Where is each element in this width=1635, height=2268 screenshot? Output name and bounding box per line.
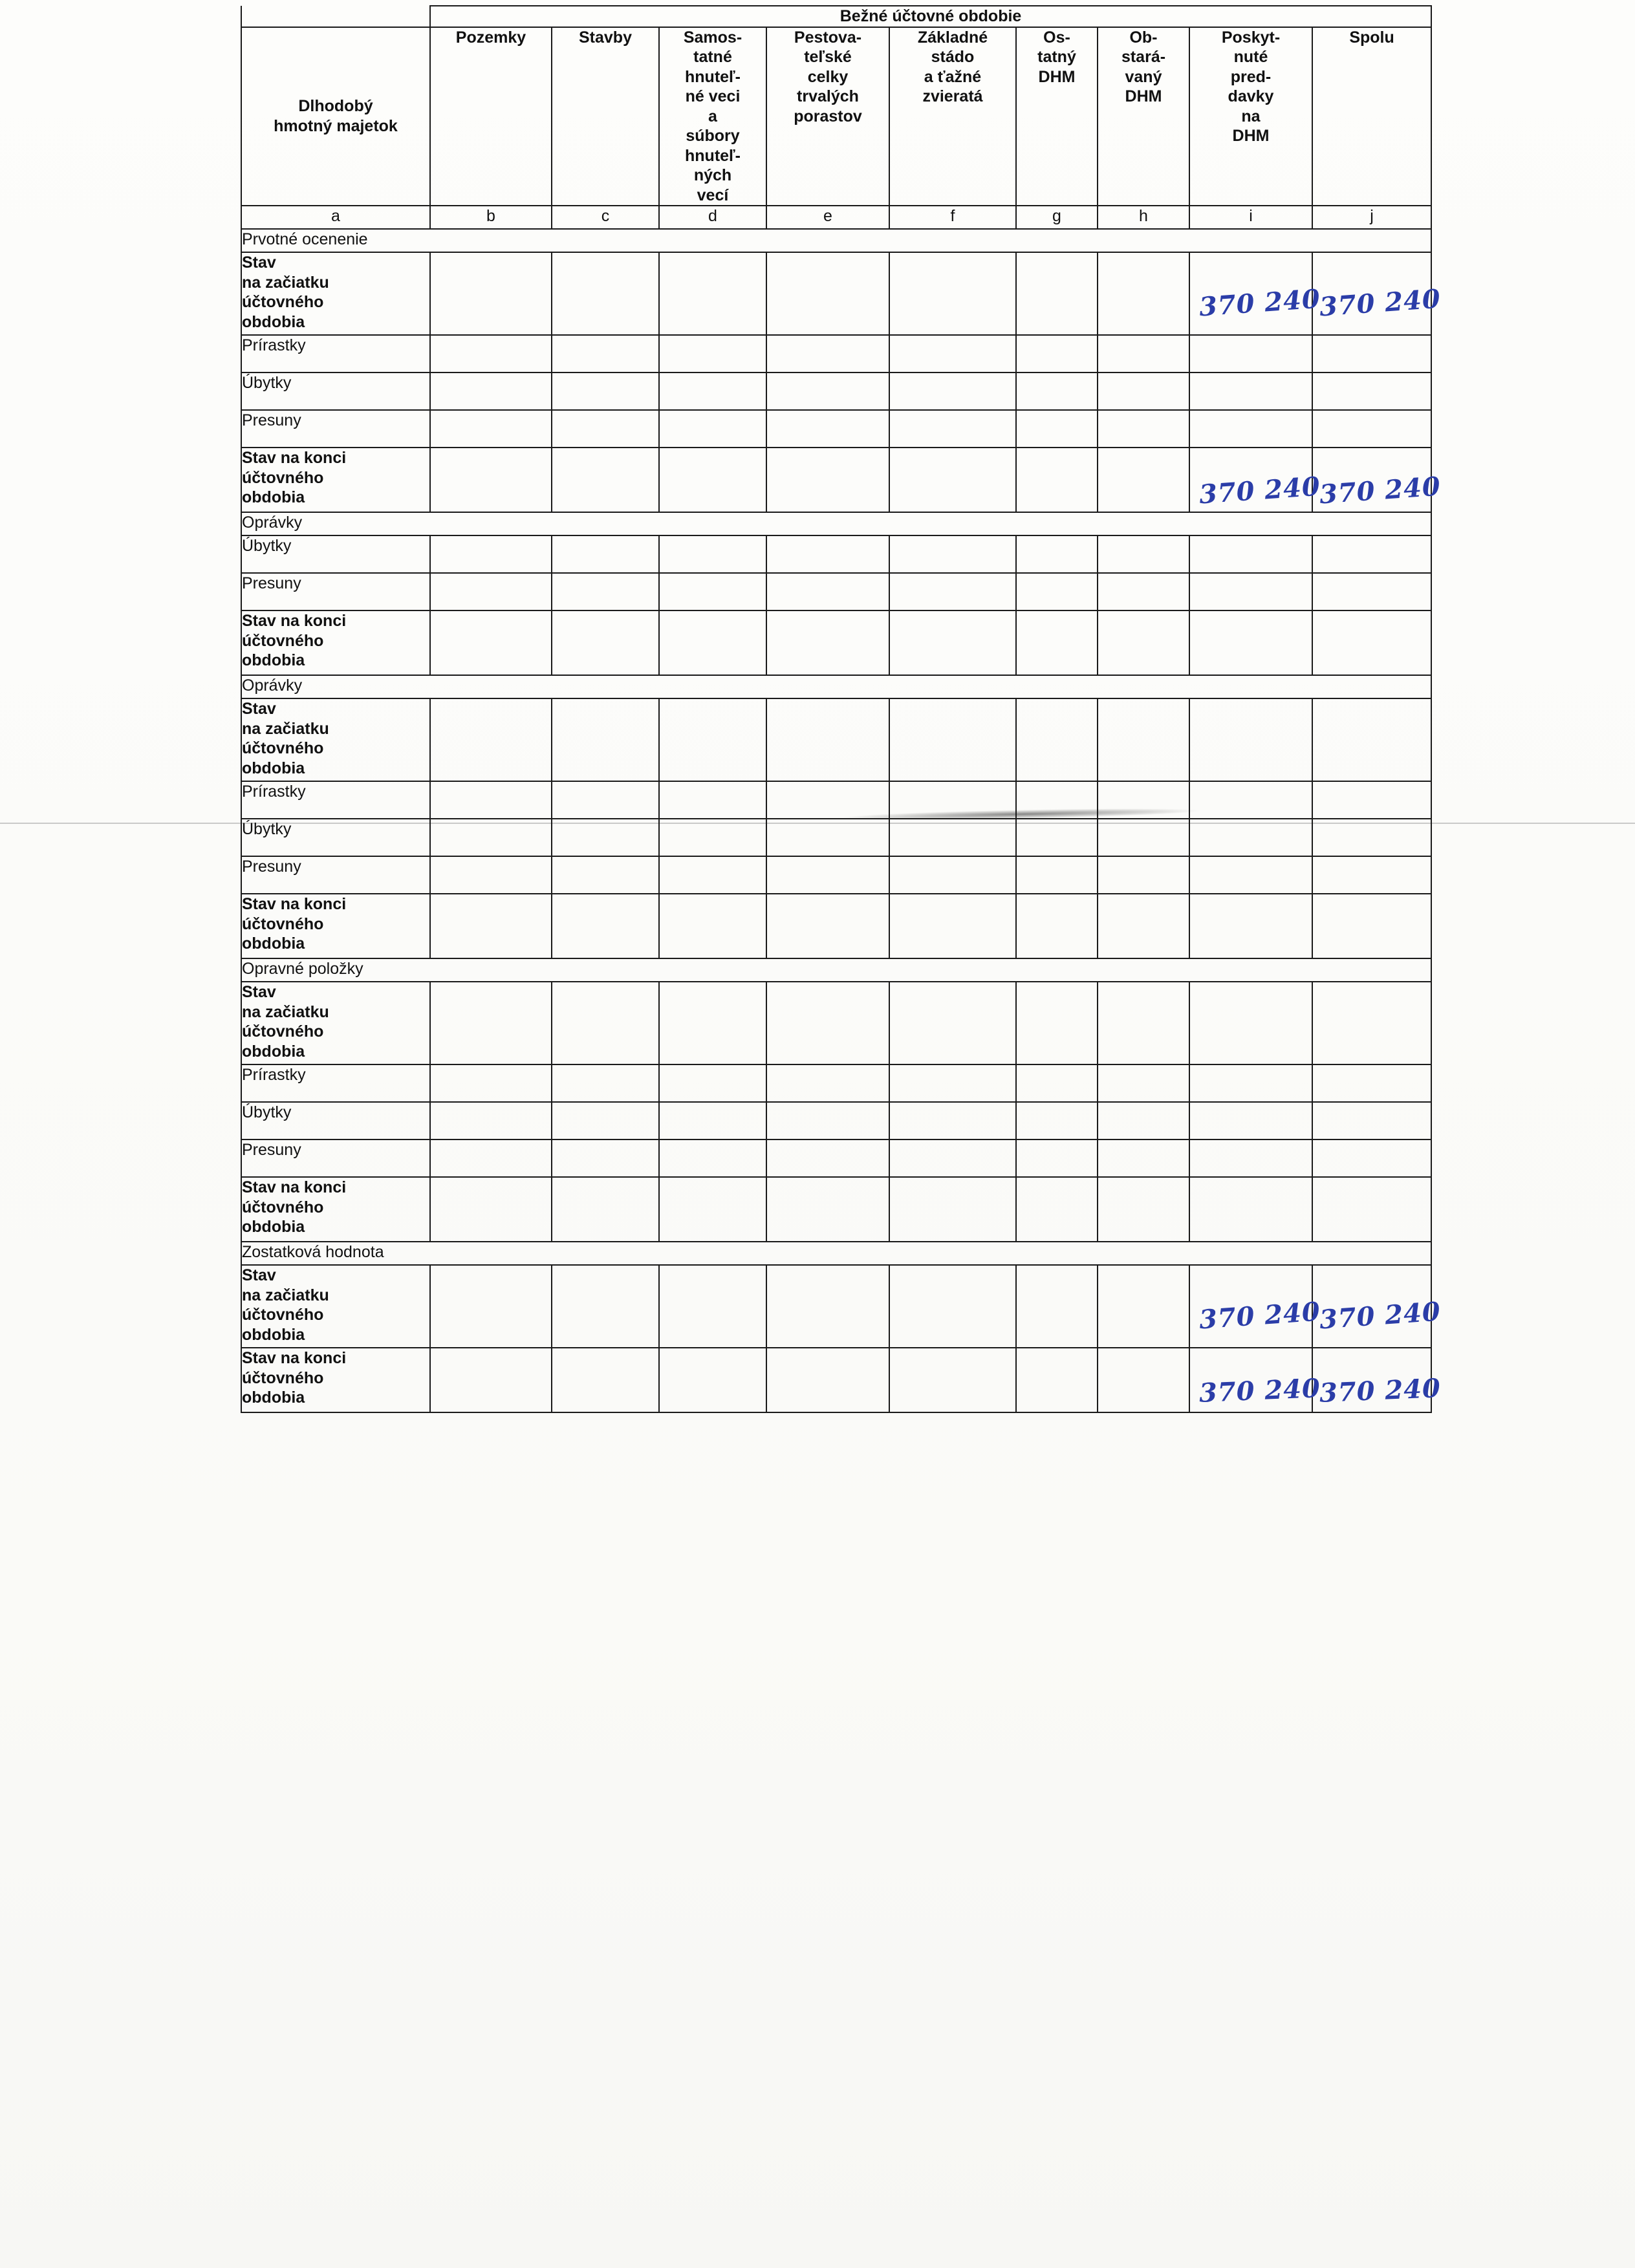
row-label: Presuny: [241, 1139, 430, 1177]
cell-h[interactable]: [1098, 335, 1189, 373]
cell-g[interactable]: [1016, 856, 1098, 894]
cell-c[interactable]: [552, 982, 659, 1064]
cell-b[interactable]: [430, 698, 552, 781]
cell-e[interactable]: [766, 1139, 889, 1177]
cell-h[interactable]: [1098, 1265, 1189, 1348]
cell-j[interactable]: [1312, 535, 1431, 573]
row-label: Stav na konci účtovného obdobia: [241, 1177, 430, 1242]
cell-f[interactable]: [889, 252, 1016, 335]
cell-h[interactable]: [1098, 1177, 1189, 1242]
row-label: Presuny: [241, 573, 430, 610]
cell-g[interactable]: [1016, 698, 1098, 781]
column-letter-i: i: [1189, 206, 1312, 229]
cell-f[interactable]: [889, 448, 1016, 512]
cell-h[interactable]: [1098, 410, 1189, 448]
row-label: Stav na začiatku účtovného obdobia: [241, 982, 430, 1064]
cell-i[interactable]: [1189, 335, 1312, 373]
cell-b[interactable]: [430, 610, 552, 675]
cell-f[interactable]: [889, 573, 1016, 610]
cell-b[interactable]: [430, 982, 552, 1064]
cell-f[interactable]: [889, 1177, 1016, 1242]
cell-e[interactable]: [766, 894, 889, 958]
cell-d[interactable]: [659, 781, 766, 819]
handwritten-amount: 370 240: [1318, 471, 1442, 510]
table-row: [241, 856, 1431, 894]
cell-b[interactable]: [430, 335, 552, 373]
cell-c[interactable]: [552, 1139, 659, 1177]
column-header-c: Stavby: [552, 27, 659, 206]
cell-h[interactable]: [1098, 982, 1189, 1064]
cell-b[interactable]: [430, 1102, 552, 1139]
cell-c[interactable]: [552, 610, 659, 675]
cell-d[interactable]: [659, 856, 766, 894]
cell-e[interactable]: [766, 448, 889, 512]
cell-d[interactable]: [659, 698, 766, 781]
column-letter-g: g: [1016, 206, 1098, 229]
cell-j[interactable]: [1312, 1265, 1442, 1348]
cell-i[interactable]: [1189, 610, 1312, 675]
cell-g[interactable]: [1016, 610, 1098, 675]
cell-b[interactable]: [430, 856, 552, 894]
cell-c[interactable]: [552, 373, 659, 410]
cell-i[interactable]: [1189, 252, 1322, 335]
cell-j[interactable]: [1312, 335, 1431, 373]
cell-g[interactable]: [1016, 535, 1098, 573]
row-label: Prírastky: [241, 781, 430, 819]
cell-b[interactable]: [430, 819, 552, 856]
section-title-row: [241, 1242, 1431, 1265]
cell-j[interactable]: [1312, 698, 1431, 781]
row-label: Stav na konci účtovného obdobia: [241, 894, 430, 958]
cell-f[interactable]: [889, 1102, 1016, 1139]
cell-c[interactable]: [552, 1102, 659, 1139]
cell-f[interactable]: [889, 373, 1016, 410]
column-letter-c: c: [552, 206, 659, 229]
cell-h[interactable]: [1098, 856, 1189, 894]
cell-h[interactable]: [1098, 781, 1189, 819]
section-title: Oprávky: [241, 675, 1431, 698]
row-label: Úbytky: [241, 819, 430, 856]
cell-c[interactable]: [552, 698, 659, 781]
cell-h[interactable]: [1098, 573, 1189, 610]
cell-d[interactable]: [659, 982, 766, 1064]
cell-c[interactable]: [552, 573, 659, 610]
table-body: [241, 229, 1442, 1412]
cell-i[interactable]: [1189, 1102, 1312, 1139]
cell-b[interactable]: [430, 894, 552, 958]
column-letter-d: d: [659, 206, 766, 229]
cell-j[interactable]: [1312, 856, 1431, 894]
cell-f[interactable]: [889, 781, 1016, 819]
table-row: [241, 982, 1431, 1064]
cell-d[interactable]: [659, 1102, 766, 1139]
cell-f[interactable]: [889, 982, 1016, 1064]
cell-b[interactable]: [430, 410, 552, 448]
cell-h[interactable]: [1098, 1139, 1189, 1177]
column-letter-e: e: [766, 206, 889, 229]
table-row: [241, 1177, 1431, 1242]
column-header-i: Poskyt- nuté pred- davky na DHM: [1189, 27, 1312, 206]
cell-g[interactable]: [1016, 373, 1098, 410]
section-title-row: [241, 229, 1431, 252]
cell-e[interactable]: [766, 982, 889, 1064]
cell-b[interactable]: [430, 573, 552, 610]
cell-d[interactable]: [659, 1177, 766, 1242]
header-spacer-cell: [241, 6, 430, 27]
cell-i[interactable]: [1189, 1265, 1322, 1348]
cell-g[interactable]: [1016, 1139, 1098, 1177]
cell-f[interactable]: [889, 856, 1016, 894]
column-letter-b: b: [430, 206, 552, 229]
cell-j[interactable]: [1312, 252, 1442, 335]
cell-c[interactable]: [552, 410, 659, 448]
row-label: Stav na začiatku účtovného obdobia: [241, 252, 430, 335]
cell-j[interactable]: [1312, 894, 1431, 958]
column-letters-row: [241, 206, 1431, 229]
cell-g[interactable]: [1016, 252, 1098, 335]
cell-j[interactable]: [1312, 373, 1431, 410]
cell-e[interactable]: [766, 1265, 889, 1348]
cell-c[interactable]: [552, 448, 659, 512]
cell-e[interactable]: [766, 535, 889, 573]
table-row: [241, 252, 1431, 335]
cell-g[interactable]: [1016, 1102, 1098, 1139]
handwritten-amount: 370 240: [1318, 1296, 1442, 1335]
cell-c[interactable]: [552, 1348, 659, 1412]
cell-b[interactable]: [430, 535, 552, 573]
cell-j[interactable]: [1312, 1177, 1431, 1242]
cell-d[interactable]: [659, 610, 766, 675]
cell-d[interactable]: [659, 1139, 766, 1177]
handwritten-amount: 370 240: [1198, 1373, 1321, 1409]
cell-g[interactable]: [1016, 1348, 1098, 1412]
cell-h[interactable]: [1098, 535, 1189, 573]
cell-f[interactable]: [889, 610, 1016, 675]
cell-h[interactable]: [1098, 610, 1189, 675]
cell-g[interactable]: [1016, 335, 1098, 373]
cell-j[interactable]: [1312, 1102, 1431, 1139]
cell-e[interactable]: [766, 856, 889, 894]
cell-e[interactable]: [766, 335, 889, 373]
cell-g[interactable]: [1016, 982, 1098, 1064]
table-row: [241, 1265, 1431, 1348]
cell-g[interactable]: [1016, 894, 1098, 958]
cell-h[interactable]: [1098, 1064, 1189, 1102]
cell-f[interactable]: [889, 535, 1016, 573]
table-row: [241, 819, 1431, 856]
cell-d[interactable]: [659, 335, 766, 373]
fixed-assets-table: [241, 5, 1442, 1413]
table-row: [241, 573, 1431, 610]
cell-d[interactable]: [659, 373, 766, 410]
cell-i[interactable]: [1189, 894, 1312, 958]
table-row: [241, 781, 1431, 819]
cell-h[interactable]: [1098, 1102, 1189, 1139]
cell-e[interactable]: [766, 1102, 889, 1139]
cell-b[interactable]: [430, 1348, 552, 1412]
cell-j[interactable]: [1312, 1139, 1431, 1177]
table-row: [241, 448, 1431, 512]
table-row: [241, 1348, 1431, 1412]
cell-i[interactable]: [1189, 982, 1312, 1064]
handwritten-amount: 370 240: [1198, 471, 1322, 510]
cell-b[interactable]: [430, 252, 552, 335]
cell-i[interactable]: [1189, 856, 1312, 894]
cell-d[interactable]: [659, 1348, 766, 1412]
cell-h[interactable]: [1098, 819, 1189, 856]
cell-e[interactable]: [766, 573, 889, 610]
cell-f[interactable]: [889, 819, 1016, 856]
cell-c[interactable]: [552, 1265, 659, 1348]
section-title: Opravné položky: [241, 958, 1431, 982]
cell-j[interactable]: [1312, 448, 1442, 512]
cell-i[interactable]: [1189, 373, 1312, 410]
period-header-row: [241, 6, 1431, 27]
cell-b[interactable]: [430, 1265, 552, 1348]
section-title-row: [241, 512, 1431, 535]
cell-h[interactable]: [1098, 894, 1189, 958]
section-title-row: [241, 958, 1431, 982]
table-row: [241, 1102, 1431, 1139]
cell-h[interactable]: [1098, 698, 1189, 781]
cell-b[interactable]: [430, 1139, 552, 1177]
row-label: Prírastky: [241, 1064, 430, 1102]
table-row: [241, 373, 1431, 410]
table-row: [241, 535, 1431, 573]
cell-e[interactable]: [766, 819, 889, 856]
column-letter-f: f: [889, 206, 1016, 229]
cell-g[interactable]: [1016, 781, 1098, 819]
handwritten-amount: 370 240: [1198, 1296, 1322, 1335]
section-title: Zostatková hodnota: [241, 1242, 1431, 1265]
cell-j[interactable]: [1312, 1064, 1431, 1102]
cell-e[interactable]: [766, 373, 889, 410]
table-row: [241, 1064, 1431, 1102]
column-header-b: Pozemky: [430, 27, 552, 206]
cell-b[interactable]: [430, 781, 552, 819]
cell-j[interactable]: [1312, 781, 1431, 819]
cell-i[interactable]: [1189, 1064, 1312, 1102]
cell-e[interactable]: [766, 610, 889, 675]
cell-i[interactable]: [1189, 535, 1312, 573]
cell-i[interactable]: [1189, 1348, 1321, 1412]
cell-j[interactable]: [1312, 819, 1431, 856]
cell-c[interactable]: [552, 1177, 659, 1242]
column-titles-row: [241, 27, 1431, 206]
table-row: [241, 1139, 1431, 1177]
cell-b[interactable]: [430, 448, 552, 512]
cell-h[interactable]: [1098, 448, 1189, 512]
row-label: Stav na konci účtovného obdobia: [241, 610, 430, 675]
column-header-g: Os- tatný DHM: [1016, 27, 1098, 206]
cell-i[interactable]: [1189, 781, 1312, 819]
column-header-j: Spolu: [1312, 27, 1431, 206]
cell-e[interactable]: [766, 410, 889, 448]
column-letter-h: h: [1098, 206, 1189, 229]
period-header-label: Bežné účtovné obdobie: [430, 6, 1431, 27]
cell-j[interactable]: [1312, 1348, 1442, 1412]
cell-j[interactable]: [1312, 573, 1431, 610]
cell-i[interactable]: [1189, 1139, 1312, 1177]
cell-g[interactable]: [1016, 819, 1098, 856]
cell-b[interactable]: [430, 1177, 552, 1242]
row-label: Stav na konci účtovného obdobia: [241, 1348, 430, 1412]
column-header-f: Základné stádo a ťažné zvieratá: [889, 27, 1016, 206]
cell-c[interactable]: [552, 335, 659, 373]
column-letter-j: j: [1312, 206, 1431, 229]
cell-e[interactable]: [766, 252, 889, 335]
fixed-assets-table-container: [241, 5, 1442, 1413]
row-label: Úbytky: [241, 373, 430, 410]
cell-c[interactable]: [552, 894, 659, 958]
cell-f[interactable]: [889, 1348, 1016, 1412]
handwritten-amount: 370 240: [1319, 1373, 1442, 1409]
cell-g[interactable]: [1016, 1064, 1098, 1102]
cell-d[interactable]: [659, 1064, 766, 1102]
row-label: Prírastky: [241, 335, 430, 373]
cell-i[interactable]: [1189, 573, 1312, 610]
cell-c[interactable]: [552, 781, 659, 819]
cell-h[interactable]: [1098, 373, 1189, 410]
table-row: [241, 698, 1431, 781]
row-label: Stav na začiatku účtovného obdobia: [241, 1265, 430, 1348]
table-row: [241, 894, 1431, 958]
section-title-row: [241, 675, 1431, 698]
cell-g[interactable]: [1016, 448, 1098, 512]
cell-c[interactable]: [552, 535, 659, 573]
table-row: [241, 410, 1431, 448]
handwritten-amount: 370 240: [1318, 283, 1442, 323]
cell-b[interactable]: [430, 373, 552, 410]
cell-j[interactable]: [1312, 610, 1431, 675]
handwritten-amount: 370 240: [1198, 283, 1322, 323]
row-label: Úbytky: [241, 1102, 430, 1139]
cell-g[interactable]: [1016, 1265, 1098, 1348]
cell-e[interactable]: [766, 1348, 889, 1412]
cell-d[interactable]: [659, 1265, 766, 1348]
cell-i[interactable]: [1189, 698, 1312, 781]
cell-j[interactable]: [1312, 982, 1431, 1064]
cell-d[interactable]: [659, 252, 766, 335]
column-header-h: Ob- stará- vaný DHM: [1098, 27, 1189, 206]
cell-e[interactable]: [766, 1177, 889, 1242]
cell-d[interactable]: [659, 819, 766, 856]
cell-i[interactable]: [1189, 410, 1312, 448]
column-header-e: Pestova- teľské celky trvalých porastov: [766, 27, 889, 206]
row-label: Úbytky: [241, 535, 430, 573]
cell-f[interactable]: [889, 1064, 1016, 1102]
cell-e[interactable]: [766, 781, 889, 819]
cell-f[interactable]: [889, 1265, 1016, 1348]
column-header-a: Dlhodobý hmotný majetok: [241, 27, 430, 206]
cell-h[interactable]: [1098, 1348, 1189, 1412]
cell-d[interactable]: [659, 535, 766, 573]
column-letter-a: a: [241, 206, 430, 229]
cell-d[interactable]: [659, 894, 766, 958]
section-title: Oprávky: [241, 512, 1431, 535]
cell-g[interactable]: [1016, 573, 1098, 610]
cell-g[interactable]: [1016, 410, 1098, 448]
cell-c[interactable]: [552, 252, 659, 335]
cell-f[interactable]: [889, 1139, 1016, 1177]
cell-f[interactable]: [889, 698, 1016, 781]
cell-e[interactable]: [766, 1064, 889, 1102]
row-label: Stav na konci účtovného obdobia: [241, 448, 430, 512]
cell-c[interactable]: [552, 819, 659, 856]
cell-j[interactable]: [1312, 410, 1431, 448]
row-label: Stav na začiatku účtovného obdobia: [241, 698, 430, 781]
cell-d[interactable]: [659, 410, 766, 448]
row-label: Presuny: [241, 410, 430, 448]
table-row: [241, 335, 1431, 373]
table-row: [241, 610, 1431, 675]
cell-f[interactable]: [889, 894, 1016, 958]
cell-f[interactable]: [889, 410, 1016, 448]
cell-c[interactable]: [552, 1064, 659, 1102]
cell-b[interactable]: [430, 1064, 552, 1102]
cell-i[interactable]: [1189, 819, 1312, 856]
section-title: Prvotné ocenenie: [241, 229, 1431, 252]
row-label: Presuny: [241, 856, 430, 894]
cell-d[interactable]: [659, 448, 766, 512]
cell-f[interactable]: [889, 335, 1016, 373]
cell-d[interactable]: [659, 573, 766, 610]
column-header-d: Samos- tatné hnuteľ- né veci a súbory hnuteľ- ných vecí: [659, 27, 766, 206]
cell-h[interactable]: [1098, 252, 1189, 335]
cell-c[interactable]: [552, 856, 659, 894]
cell-g[interactable]: [1016, 1177, 1098, 1242]
cell-i[interactable]: [1189, 1177, 1312, 1242]
cell-i[interactable]: [1189, 448, 1322, 512]
table-header: [241, 6, 1431, 229]
cell-e[interactable]: [766, 698, 889, 781]
